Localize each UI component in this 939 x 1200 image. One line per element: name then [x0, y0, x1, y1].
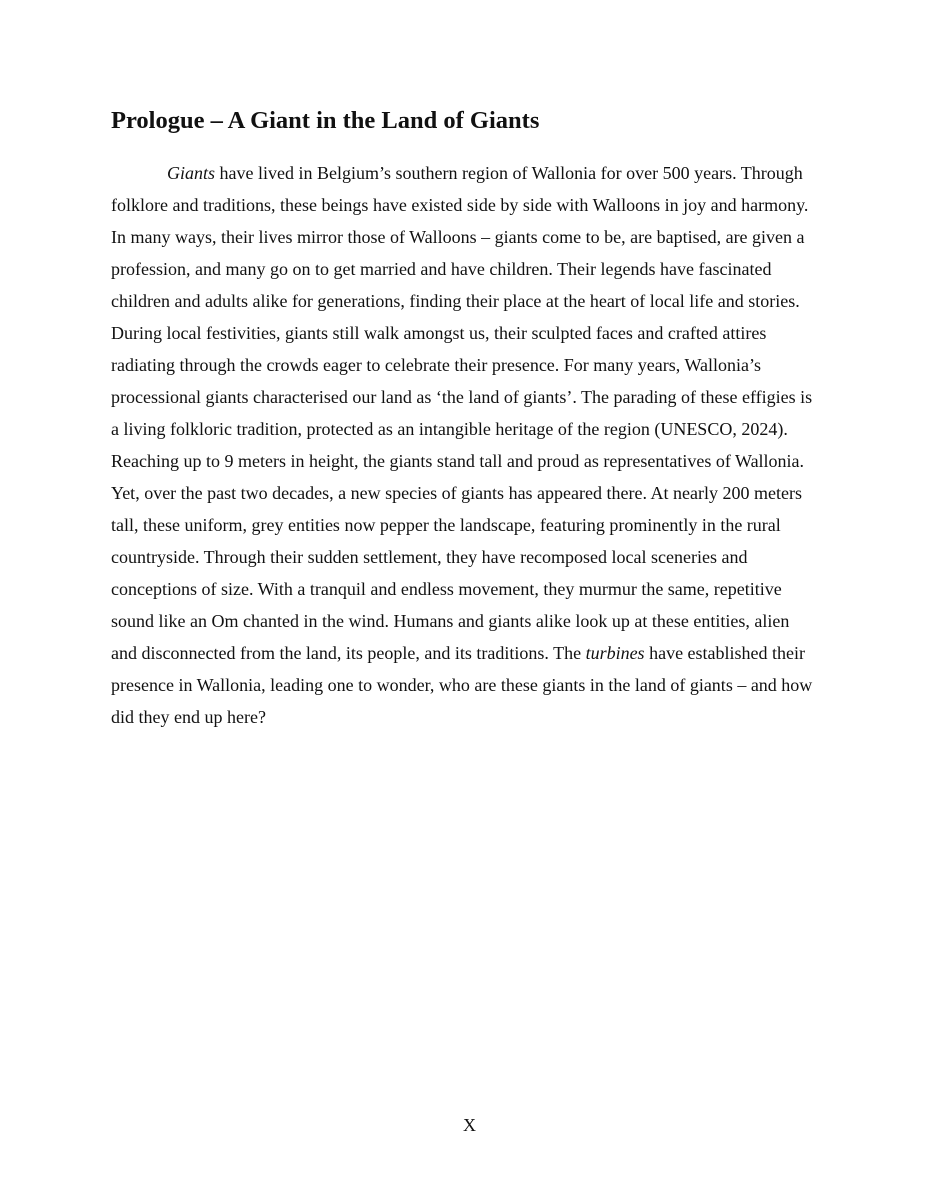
paragraph-line: presence in Wallonia, leading one to wonder, who are these giants in the land of giants – and how: [111, 675, 813, 695]
paragraph-line: radiating through the crowds eager to celebrate their presence. For many years, Wallonia’s: [111, 355, 761, 375]
line-text: have lived in Belgium’s southern region of Wallonia for over 500 years. Through: [215, 163, 803, 183]
italic-term: Giants: [167, 163, 216, 183]
paragraph-line: In many ways, their lives mirror those of Walloons – giants come to be, are baptised, are given a: [111, 227, 805, 247]
paragraph-line: Reaching up to 9 meters in height, the giants stand tall and proud as representatives of Wallonia.: [111, 451, 805, 471]
paragraph-line: profession, and many go on to get married and have children. Their legends have fascinated: [111, 259, 772, 279]
italic-term: turbines: [585, 643, 645, 663]
paragraph-line: [111, 637, 841, 669]
paragraph-line: countryside. Through their sudden settlement, they have recomposed local sceneries and: [111, 547, 748, 567]
body-paragraph: [111, 157, 841, 733]
paragraph-line: conceptions of size. With a tranquil and endless movement, they murmur the same, repetitive: [111, 579, 782, 599]
paragraph-line: tall, these uniform, grey entities now pepper the landscape, featuring prominently in the rural: [111, 515, 781, 535]
line-text: have established their: [644, 643, 806, 663]
page-number: X: [463, 1115, 476, 1135]
paragraph-line: During local festivities, giants still walk amongst us, their sculpted faces and crafted attires: [111, 323, 767, 343]
paragraph-line: children and adults alike for generations, finding their place at the heart of local life and stories.: [111, 291, 800, 311]
paragraph-line: processional giants characterised our land as ‘the land of giants’. The parading of these effigies is: [111, 387, 813, 407]
section-heading: Prologue – A Giant in the Land of Giants: [111, 107, 540, 134]
paragraph-line: [111, 157, 841, 189]
paragraph-line: sound like an Om chanted in the wind. Humans and giants alike look up at these entities, alien: [111, 611, 790, 631]
paragraph-line: folklore and traditions, these beings have existed side by side with Walloons in joy and harmony.: [111, 195, 809, 215]
paragraph-line: a living folkloric tradition, protected as an intangible heritage of the region (UNESCO, 2024).: [111, 419, 788, 439]
line-text: and disconnected from the land, its people, and its traditions. The: [111, 643, 586, 663]
paragraph-line: did they end up here?: [111, 707, 266, 727]
paragraph-line: Yet, over the past two decades, a new species of giants has appeared there. At nearly 200 meters: [111, 483, 802, 503]
